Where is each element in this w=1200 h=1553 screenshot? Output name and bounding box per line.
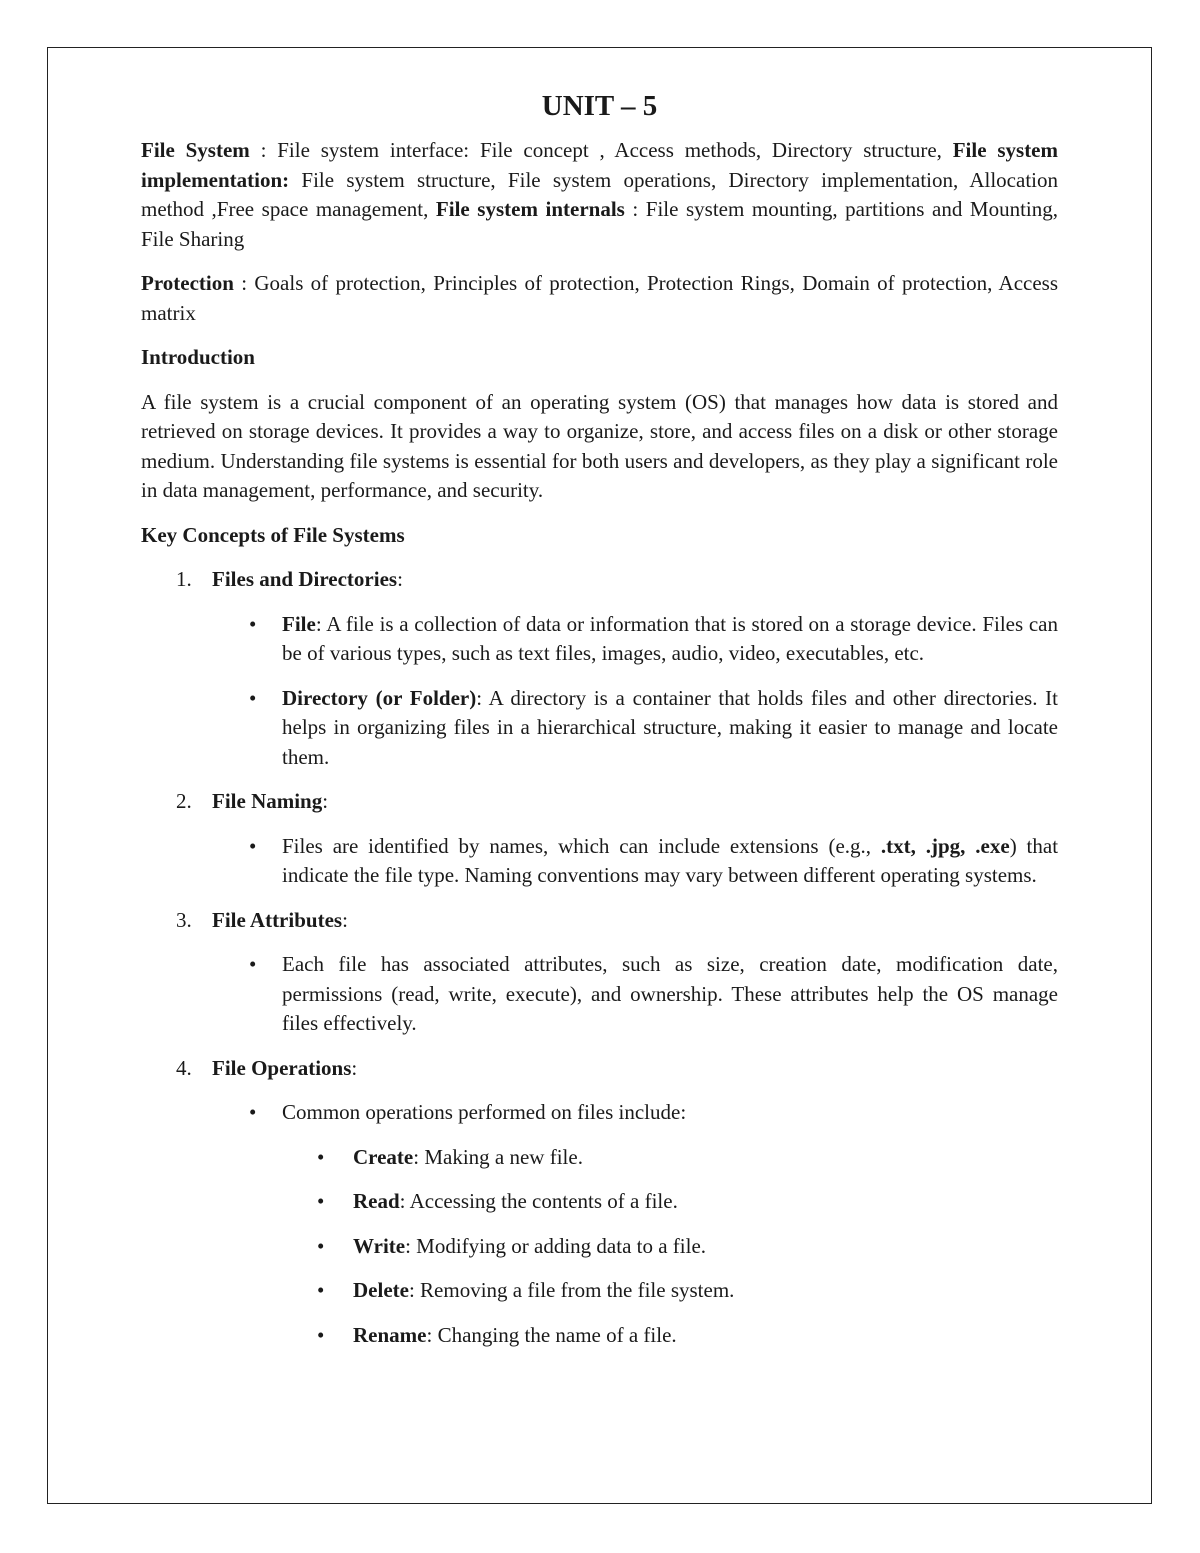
text-fs-implementation: File system structure, File system operations, Directory implementation, Allocation method ,Free space management,	[141, 167, 1058, 221]
extension-jpg: .jpg	[925, 833, 961, 858]
bullet-icon: •	[317, 1144, 325, 1169]
bullet-icon: •	[249, 611, 257, 636]
operation-create	[141, 1143, 1058, 1173]
page-title: UNIT – 5	[541, 90, 658, 122]
bullet-text: Files are identified by names, which can include extensions (e.g.,	[282, 833, 881, 858]
label-fs-internals: File system internals	[435, 197, 625, 221]
intro-heading-text: Introduction	[141, 345, 255, 369]
operation-label: Create	[353, 1144, 414, 1169]
text-protection: : Goals of protection, Principles of protection, Protection Rings, Domain of protection, Access matrix	[141, 271, 1058, 325]
label-fs-implementation: File system implementation:	[141, 138, 1058, 192]
bullet-text: Common operations performed on files include:	[282, 1100, 687, 1124]
bullet-icon: •	[317, 1278, 325, 1302]
bullet-text: ) that indicate the file type. Naming conventions may vary between different operating systems.	[282, 833, 1059, 887]
text-file-system: : File system interface: File concept , Access methods, Directory structure,	[249, 138, 953, 162]
intro-heading	[141, 343, 1058, 373]
intro-paragraph: A file system is a crucial component of an operating system (OS) that manages how data is stored and retrieved on storage devices. It provides a way to organize, store, and access files on a disk or other storage medium. Understanding file systems is essential for both users and developers, as they play a significant role in data management, performance, and security.	[141, 389, 1058, 502]
operation-label: Write	[353, 1233, 406, 1258]
operation-rename	[141, 1321, 1058, 1351]
list-number: 3.	[176, 907, 192, 932]
bullet-icon: •	[317, 1233, 325, 1258]
operation-text: : Accessing the contents of a file.	[399, 1189, 678, 1213]
list-item-label: File Naming	[212, 789, 323, 813]
bullet-text: : A directory is a container that holds files and other directories. It helps in organizing files in a hierarchical structure, making it easier to manage and locate them.	[282, 685, 1058, 769]
bullet-icon: •	[317, 1322, 325, 1347]
extension-exe: .exe	[975, 833, 1010, 858]
key-concepts-heading	[141, 521, 1058, 551]
bullet-icon: •	[249, 833, 257, 858]
syllabus-file-system	[141, 136, 1058, 254]
operation-text: : Modifying or adding data to a file.	[405, 1233, 707, 1258]
list-number: 1.	[176, 567, 192, 591]
operation-text: : Changing the name of a file.	[426, 1322, 677, 1347]
list-item-colon: :	[397, 567, 403, 591]
label-file-system: File System	[141, 138, 250, 162]
extension-separator: ,	[960, 833, 976, 858]
extension-separator: ,	[910, 833, 926, 858]
operation-label: Read	[353, 1189, 400, 1213]
list-item-4	[141, 1054, 1058, 1084]
bullet-text: Each file has associated attributes, such as size, creation date, modification date, permissions (read, write, execute), and ownership. These attributes help the OS manage files effectively.	[282, 952, 1058, 1035]
key-concepts-heading-text: Key Concepts of File Systems	[141, 522, 405, 547]
bullet-file-naming	[141, 832, 1058, 891]
bullet-file-attributes	[141, 950, 1058, 1039]
bullet-icon: •	[317, 1189, 325, 1213]
list-item-label: File Attributes	[212, 907, 343, 932]
bullet-file-operations	[141, 1098, 1058, 1128]
document-body	[141, 88, 1058, 1365]
operation-text: : Removing a file from the file system.	[408, 1278, 735, 1302]
bullet-label: File	[282, 611, 316, 636]
bullet-icon: •	[249, 685, 257, 710]
text-fs-internals: : File system mounting, partitions and Mounting, File Sharing	[141, 197, 1058, 251]
list-item-colon: :	[322, 789, 329, 813]
operation-label: Rename	[353, 1322, 427, 1347]
list-item-label: File Operations	[212, 1055, 352, 1080]
list-item-colon: :	[342, 907, 348, 932]
list-number: 2.	[176, 789, 192, 813]
bullet-label: Directory (or Folder)	[282, 685, 477, 710]
list-item-label: Files and Directories	[212, 567, 398, 591]
operation-label: Delete	[353, 1278, 409, 1302]
operation-write	[141, 1232, 1058, 1262]
list-item-colon: :	[351, 1055, 358, 1080]
bullet-icon: •	[249, 1100, 257, 1124]
list-item-1	[141, 565, 1058, 595]
operation-read	[141, 1187, 1058, 1217]
extension-txt: .txt	[880, 833, 911, 858]
list-item-2	[141, 787, 1058, 817]
label-protection: Protection	[141, 271, 234, 295]
bullet-directory	[141, 684, 1058, 773]
operation-text: : Making a new file.	[413, 1144, 583, 1169]
operation-delete	[141, 1276, 1058, 1306]
bullet-text: : A file is a collection of data or information that is stored on a storage device. Files can be of various types, such as text files, images, audio, video, executables, etc.	[282, 611, 1058, 665]
bullet-icon: •	[249, 952, 257, 976]
list-item-3	[141, 906, 1058, 936]
syllabus-protection	[141, 269, 1058, 328]
list-number: 4.	[176, 1055, 192, 1080]
bullet-file	[141, 610, 1058, 669]
